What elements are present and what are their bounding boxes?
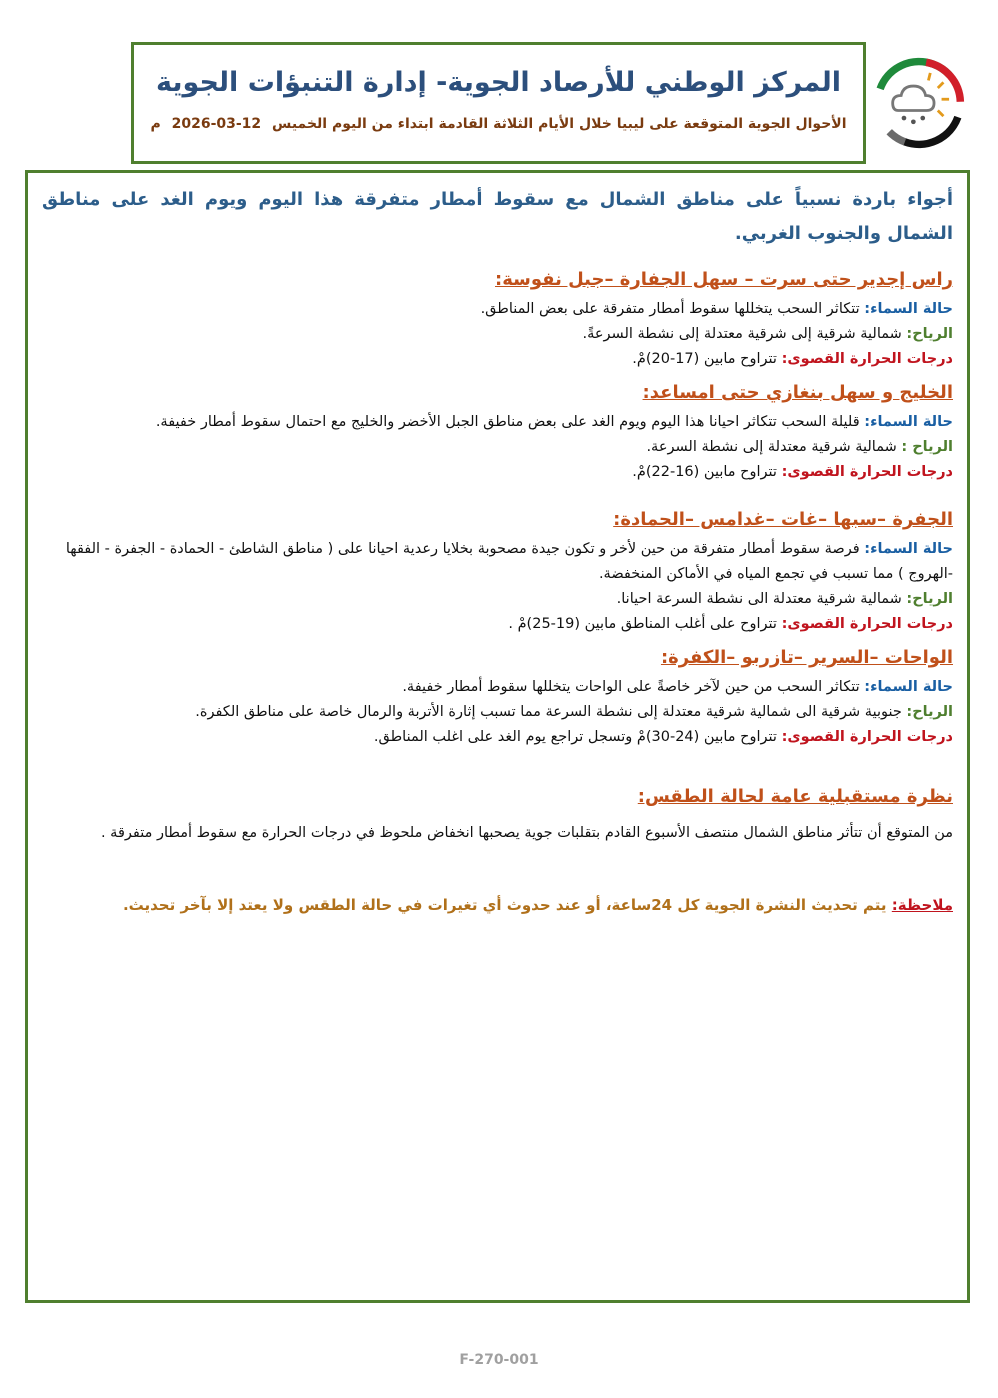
sky-label: حالة السماء: [864, 414, 953, 430]
sky-label: حالة السماء: [864, 541, 953, 557]
sky-line [42, 410, 953, 435]
header-box [131, 42, 866, 164]
sky-text: تتكاثر السحب يتخللها سقوط أمطار متفرقة على بعض المناطق. [480, 301, 860, 317]
region-title: الواحات –السرير –تازربو –الكفرة: [660, 647, 953, 668]
temp-text: تتراوح على أغلب المناطق مابين (19-25)مْ . [508, 616, 777, 632]
note-label: ملاحظة: [891, 896, 953, 914]
forecast-subtitle [134, 116, 863, 132]
temp-line [42, 612, 953, 637]
wind-text: شمالية شرقية معتدلة الى نشطة السرعة احيانا. [616, 591, 902, 607]
wind-line [42, 700, 953, 725]
sky-label: حالة السماء: [864, 301, 953, 317]
forecast-date: 2026-03-12 [171, 116, 262, 132]
subtitle-text: الأحوال الجوية المتوقعة على ليبيا خلال الأيام الثلاثة القادمة ابتداء من اليوم الخميس [272, 116, 847, 132]
region-south-west [42, 507, 953, 637]
outlook-text: من المتوقع أن تتأثر مناطق الشمال منتصف الأسبوع القادم بتقلبات جوية يصحبها انخفاض ملحوظ في درجات الحرارة مع سقوط أمطار متفرقة . [100, 825, 953, 841]
wind-text: شمالية شرقية إلى شرقية معتدلة إلى نشطة السرعةً. [582, 326, 902, 342]
wind-label: الرياح: [906, 326, 953, 342]
wind-line [42, 322, 953, 347]
temp-label: درجات الحرارة القصوى: [781, 729, 953, 745]
region-west [42, 267, 953, 372]
region-south-east [42, 645, 953, 750]
wind-label: الرياح : [901, 439, 953, 455]
sky-line [42, 675, 953, 700]
wind-text: شمالية شرقية معتدلة إلى نشطة السرعة. [646, 439, 897, 455]
forecast-body [25, 170, 970, 1303]
cloud-rain-sun-icon [872, 56, 966, 150]
wind-text: جنوبية شرقية الى شمالية شرقية معتدلة إلى نشطة السرعة مما تسبب إثارة الأتربة والرمال خاصة على مناطق الكفرة. [195, 704, 902, 720]
region-title: الخليج و سهل بنغازي حتى امساعد: [642, 382, 953, 403]
temp-line [42, 725, 953, 750]
sky-text: قليلة السحب تتكاثر احيانا هذا اليوم ويوم الغد على بعض مناطق الجبل الأخضر والخليج مع احتمال سقوط أمطار خفيفة. [155, 414, 860, 430]
wind-line [42, 435, 953, 460]
temp-label: درجات الحرارة القصوى: [781, 616, 953, 632]
temp-text: تتراوح مابين (24-30)مْ وتسجل تراجع يوم الغد على اغلب المناطق. [373, 729, 777, 745]
note-text: يتم تحديث النشرة الجوية كل 24ساعة، أو عند حدوث أي تغيرات في حالة الطقس ولا يعتد إلا بآخر تحديث. [122, 896, 887, 914]
temp-line [42, 460, 953, 485]
wind-label: الرياح: [906, 704, 953, 720]
temp-text: تتراوح مابين (17-20)مْ. [632, 351, 777, 367]
region-east [42, 380, 953, 485]
wind-line [42, 587, 953, 612]
region-title: راس إجدير حتى سرت – سهل الجفارة –جبل نفوسة: [495, 269, 953, 290]
temp-text: تتراوح مابين (16-22)مْ. [632, 464, 777, 480]
forecast-intro: أجواء باردة نسبياً على مناطق الشمال مع سقوط أمطار متفرقة هذا اليوم ويوم الغد على مناطق الشمال والجنوب الغربي. [42, 189, 953, 244]
sky-label: حالة السماء: [864, 679, 953, 695]
temp-line [42, 347, 953, 372]
date-suffix: م [150, 116, 161, 132]
temp-label: درجات الحرارة القصوى: [781, 464, 953, 480]
page-title: المركز الوطني للأرصاد الجوية- إدارة التنبؤات الجوية [156, 67, 841, 98]
sky-line [42, 297, 953, 322]
wind-label: الرياح: [906, 591, 953, 607]
sky-text: فرصة سقوط أمطار متفرقة من حين لأخر و تكون جيدة مصحوبة بخلايا رعدية احيانا على ( مناطق الشاطئ - الحمادة - الجفرة - الفقها -الهروج ) مما تسبب في تجمع المياه في الأماكن المنخفضة. [65, 541, 953, 582]
sky-line [42, 537, 953, 587]
outlook-title: نظرة مستقبلية عامة لحالة الطقس: [637, 786, 953, 807]
region-title: الجفرة –سبها –غات –غدامس –الحمادة: [613, 509, 953, 530]
update-note [42, 892, 953, 918]
sky-text: تتكاثر السحب من حين لآخر خاصةً على الواحات يتخللها سقوط أمطار خفيفة. [402, 679, 860, 695]
temp-label: درجات الحرارة القصوى: [781, 351, 953, 367]
form-code: F-270-001 [459, 1352, 539, 1368]
